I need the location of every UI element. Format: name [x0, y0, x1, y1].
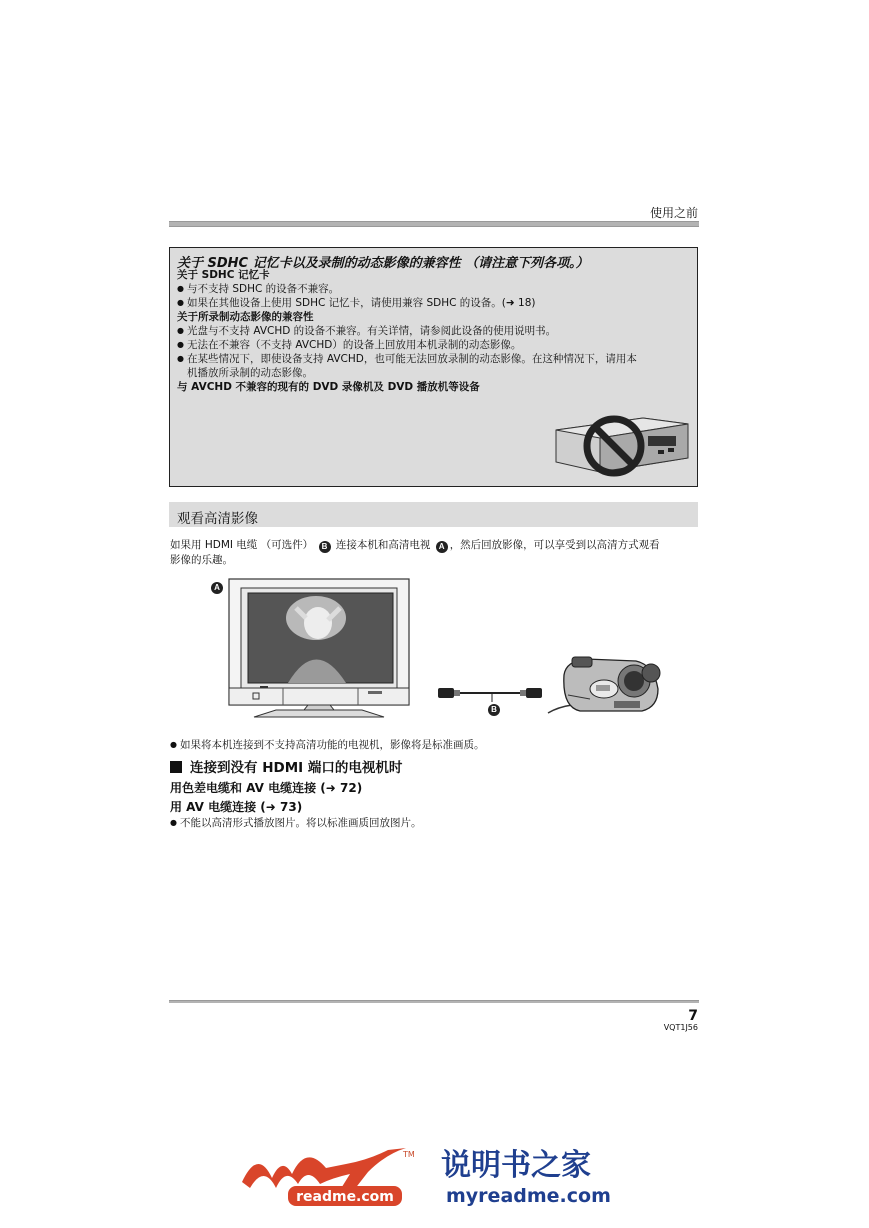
list-item: ● 与不支持 SDHC 的设备不兼容。: [177, 282, 689, 296]
av-cable-connection: 用 AV 电缆连接 (➜ 73): [170, 800, 303, 814]
page-number: 7: [688, 1008, 698, 1024]
hd-intro-paragraph: [170, 538, 698, 568]
section-label: 使用之前: [649, 206, 698, 220]
non-hd-tv-note: ● 如果将本机连接到不支持高清功能的电视机，影像将是标准画质。: [170, 737, 484, 752]
list-item-continuation: 机播放所录制的动态影像。: [187, 367, 313, 379]
footer-rule: [169, 1000, 699, 1003]
compatibility-title: 关于 SDHC 记忆卡以及录制的动态影像的兼容性 （请注意下列各项。）: [177, 256, 589, 271]
header-rule: [169, 221, 699, 227]
list-item: ● 如果在其他设备上使用 SDHC 记忆卡，请使用兼容 SDHC 的设备。(➜ 18): [177, 296, 689, 310]
marker-a: A: [436, 541, 448, 553]
model-code: VQT1J56: [663, 1023, 698, 1032]
marker-a-tv: A: [211, 582, 223, 594]
no-hd-photos-note: ● 不能以高清形式播放图片。将以标准画质回放图片。: [170, 815, 421, 830]
component-cable-connection: 用色差电缆和 AV 电缆连接 (➜ 72): [170, 781, 363, 795]
dvd-note: 与 AVCHD 不兼容的现有的 DVD 录像机及 DVD 播放机等设备: [177, 381, 480, 393]
compatibility-content: [177, 268, 689, 394]
hd-intro-part: 影像的乐趣。: [170, 554, 233, 566]
hd-intro-part: 如果用 HDMI 电缆 （可选件）: [170, 539, 314, 551]
hd-section-title: 观看高清影像: [177, 511, 258, 527]
no-hdmi-heading-text: 连接到没有 HDMI 端口的电视机时: [190, 760, 403, 776]
list-item: ● 无法在不兼容（不支持 AVCHD）的设备上回放用本机录制的动态影像。: [177, 338, 689, 352]
camcorder-illustration: [546, 655, 664, 717]
sdhc-heading: 关于 SDHC 记忆卡: [177, 269, 270, 281]
marker-b: B: [319, 541, 331, 553]
watermark-url-text: myreadme.com: [446, 1185, 611, 1207]
no-hdmi-heading: [170, 756, 402, 776]
movie-heading: 关于所录制动态影像的兼容性: [177, 311, 314, 323]
hd-tv-illustration: [228, 578, 410, 720]
watermark-brand-text: 说明书之家: [441, 1148, 591, 1183]
dvd-recorder-prohibited-illustration: [548, 410, 696, 480]
watermark-tm: TM: [403, 1150, 415, 1159]
hd-intro-part: 连接本机和高清电视: [335, 539, 431, 551]
list-item: ● 光盘与不支持 AVCHD 的设备不兼容。有关详情，请参阅此设备的使用说明书。: [177, 324, 689, 338]
hd-intro-part: ，然后回放影像，可以享受到以高清方式观看: [449, 539, 660, 551]
square-bullet-icon: [170, 761, 182, 773]
list-item: ● 在某些情况下，即使设备支持 AVCHD，也可能无法回放录制的动态影像。在这种情况下，请用本: [177, 352, 689, 366]
watermark-badge-text: readme.com: [296, 1189, 394, 1205]
myreadme-logo: [236, 1140, 636, 1210]
marker-b-cable: B: [488, 704, 500, 716]
